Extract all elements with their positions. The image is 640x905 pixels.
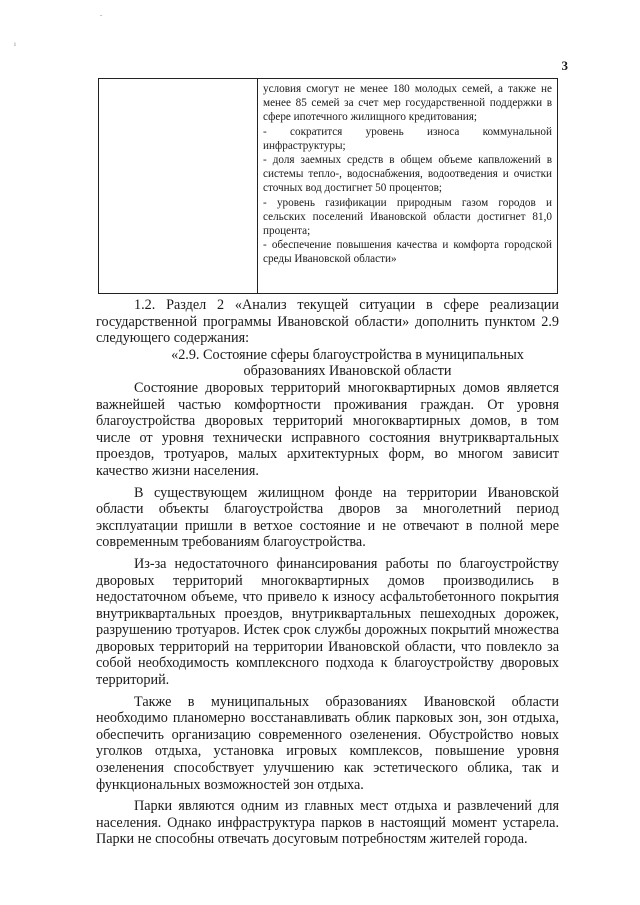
document-body: [96, 297, 559, 848]
scan-mark: ˇ: [100, 14, 103, 22]
continued-table: [98, 78, 558, 294]
paragraph: Парки являются одним из главных мест отдыха и развлечений для населения. Однако инфраструктура парков в настоящий момент устарела. Парки не способны отвечать досуговым потребностям жителей города.: [96, 798, 559, 848]
table-line: - обеспечение повышения качества и комфорта городской среды Ивановской области»: [263, 239, 552, 266]
table-line: условия смогут не менее 180 молодых семей, а также не менее 85 семей за счет мер государственной поддержки в сфере ипотечного жилищного кредитования;: [263, 83, 552, 124]
scan-mark: ı: [14, 40, 16, 48]
page-number: 3: [561, 58, 568, 73]
paragraph: Также в муниципальных образованиях Ивановской области необходимо планомерно восстанавливать облик парковых зон, зон отдыха, обеспечить организацию современного озеленения. Обустройство новых уголков отдыха, установка игровых комплексов, повышение уровня озеленения способствует улучшению как эстетического облика, так и функциональных возможностей зон отдыха.: [96, 693, 559, 793]
paragraph: Состояние дворовых территорий многоквартирных домов является важнейшей частью комфортности проживания граждан. От уровня благоустройства дворовых территорий многоквартирных домов, в том числе от уровня технически исправного состояния внутриквартальных проездов, тротуаров, малых архитектурных форм, во многом зависит качество жизни населения.: [96, 379, 559, 479]
amendment-intro: 1.2. Раздел 2 «Анализ текущей ситуации в сфере реализации государственной программы Ивановской области» дополнить пунктом 2.9 следующего содержания:: [96, 297, 559, 347]
table-line: - сократится уровень износа коммунальной инфраструктуры;: [263, 125, 552, 152]
paragraph: В существующем жилищном фонде на территории Ивановской области объекты благоустройства дворов за многолетний период эксплуатации пришли в ветхое состояние и не отвечают в полной мере современным требованиям благоустройства.: [96, 484, 559, 551]
table-cell-right: [258, 79, 557, 293]
table-cell-left: [99, 79, 258, 293]
paragraph: Из-за недостаточного финансирования работы по благоустройству дворовых территорий многоквартирных домов производились в недостаточном объеме, что привело к износу асфальтобетонного покрытия внутриквартальных проездов, внутриквартальных пешеходных дорожек, разрушению тротуаров. Истек срок службы дорожных покрытий множества дворовых территорий на территории Ивановской области, что повлекло за собой необходимость комплексного подхода к благоустройству дворовых территорий.: [96, 555, 559, 689]
table-line: - доля заемных средств в общем объеме капвложений в системы тепло-, водоснабжения, водоотведения и очистки сточных вод достигнет 50 процентов;: [263, 154, 552, 195]
section-heading: «2.9. Состояние сферы благоустройства в муниципальных образованиях Ивановской области: [171, 346, 524, 380]
table-line: - уровень газификации природным газом городов и сельских поселений Ивановской области достигнет 81,0 процента;: [263, 196, 552, 238]
